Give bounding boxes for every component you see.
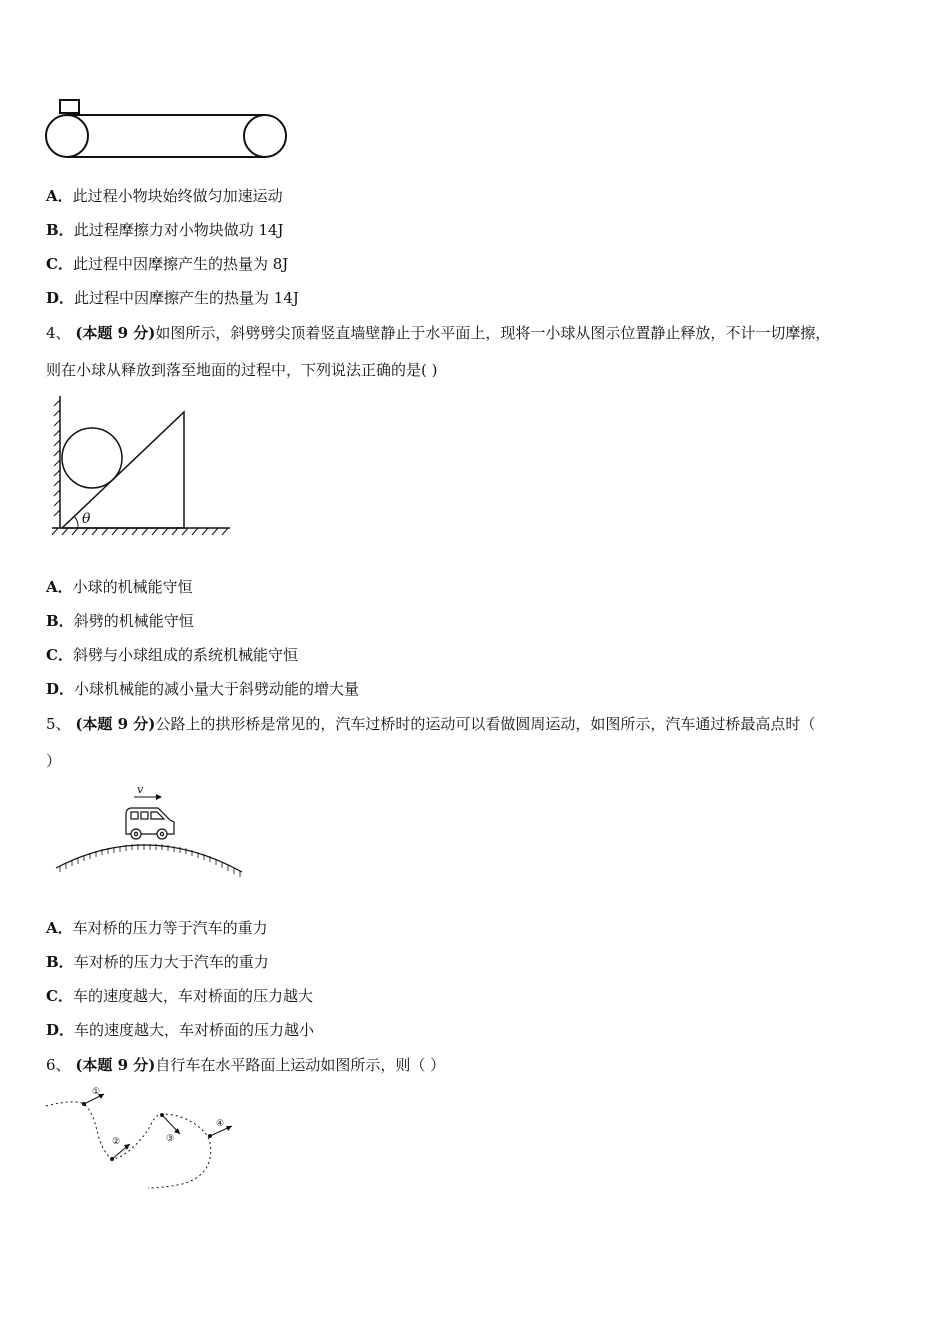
q3-option-c[interactable]: C．此过程中因摩擦产生的热量为 8J — [46, 255, 289, 273]
wall-hatching — [54, 400, 60, 516]
q4-option-a[interactable]: A．小球的机械能守恒 — [46, 578, 193, 596]
car-icon — [126, 808, 174, 839]
right-pulley — [244, 115, 286, 157]
q5-stem-line2: ） — [46, 752, 62, 770]
q5-option-c[interactable]: C．车的速度越大，车对桥面的压力越大 — [46, 987, 313, 1005]
bicycle-path-figure — [42, 1084, 252, 1196]
ground-hatching — [52, 528, 228, 535]
q3-option-b[interactable]: B．此过程摩擦力对小物块做功 14J — [46, 221, 284, 239]
q4-stem-line1: 4、 (本题 9 分)如图所示，斜劈劈尖顶着竖直墙壁静止于水平面上，现将一小球从图示位置静止释放，不计一切摩擦， — [46, 324, 831, 342]
q3-option-d[interactable]: D．此过程中因摩擦产生的热量为 14J — [46, 289, 299, 307]
q5-option-b[interactable]: B．车对桥的压力大于汽车的重力 — [46, 953, 269, 971]
theta-label: θ — [82, 511, 91, 527]
bridge-ticks — [60, 844, 240, 877]
q4-stem-line2: 则在小球从释放到落至地面的过程中，下列说法正确的是( ) — [46, 361, 438, 379]
label-4: ④ — [216, 1119, 225, 1129]
q5-stem-line1: 5、 (本题 9 分)公路上的拱形桥是常见的，汽车过桥时的运动可以看做圆周运动，如图所示，汽车通过桥最高点时（ — [46, 715, 816, 733]
velocity-arrowhead — [156, 794, 162, 800]
label-3: ③ — [166, 1134, 175, 1144]
angle-arc — [74, 516, 78, 528]
ball — [62, 428, 122, 488]
q4-option-d[interactable]: D．小球机械能的减小量大于斜劈动能的增大量 — [46, 680, 360, 698]
q4-option-c[interactable]: C．斜劈与小球组成的系统机械能守恒 — [46, 646, 298, 664]
q5-option-d[interactable]: D．车的速度越大，车对桥面的压力越小 — [46, 1021, 315, 1039]
block — [60, 100, 79, 113]
left-pulley — [46, 115, 88, 157]
velocity-label: v — [137, 783, 144, 796]
q6-stem-line1: 6、 (本题 9 分)自行车在水平路面上运动如图所示，则（ ） — [46, 1056, 446, 1074]
conveyor-belt-figure — [40, 94, 295, 166]
arch-bridge-car-figure — [52, 782, 252, 882]
q5-option-a[interactable]: A．车对桥的压力等于汽车的重力 — [46, 919, 268, 937]
label-1: ① — [92, 1087, 101, 1097]
arrowhead-2 — [124, 1144, 130, 1150]
wedge-ball-figure — [44, 392, 240, 542]
q3-option-a[interactable]: A．此过程小物块始终做匀加速运动 — [46, 187, 283, 205]
label-2: ② — [112, 1137, 121, 1147]
q4-option-b[interactable]: B．斜劈的机械能守恒 — [46, 612, 194, 630]
